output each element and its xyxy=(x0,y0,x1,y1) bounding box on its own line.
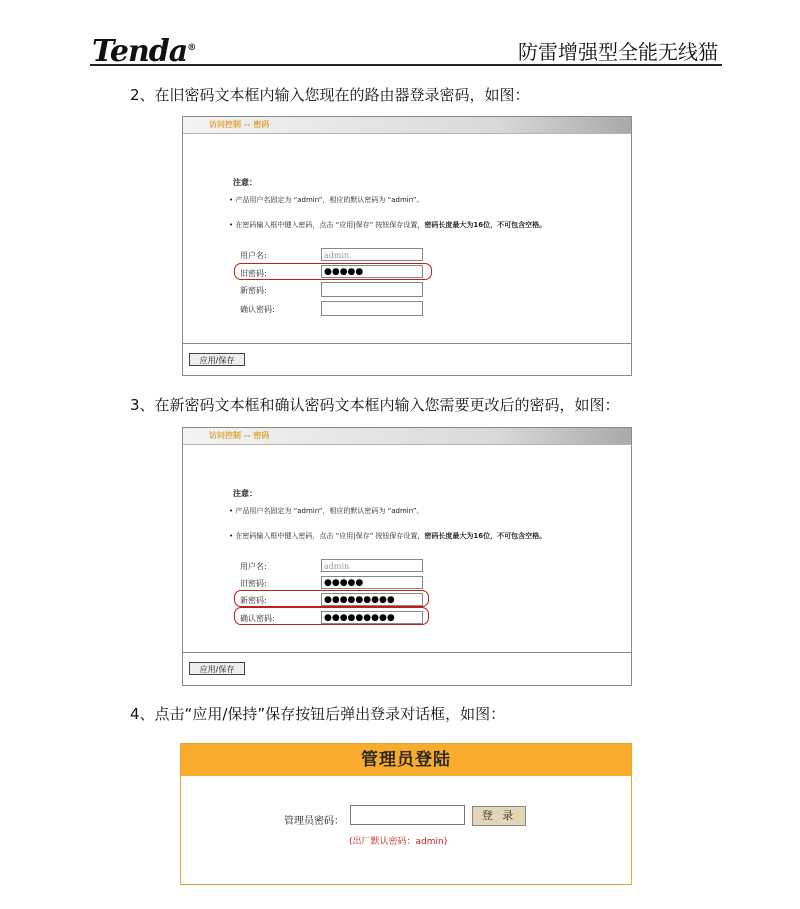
note-bullet-2-text: • 在密码输入框中键入密码，点击 “应用|保存” 按钮保存设置， xyxy=(229,221,425,229)
screenshot-title-bar xyxy=(183,428,631,445)
old-password-field[interactable]: ●●●●● xyxy=(321,576,423,589)
registered-mark: ® xyxy=(187,43,196,53)
screenshot-title-bar xyxy=(183,117,631,134)
screenshot-step-3 xyxy=(182,427,632,686)
logo-text: Tenda xyxy=(92,34,188,69)
confirm-password-field[interactable] xyxy=(321,301,423,316)
note-bullet-1: • 产品用户名固定为 “admin”，相应的默认密码为 “admin”。 xyxy=(229,507,424,515)
note-bullet-2-text: • 在密码输入框中键入密码，点击 “应用|保存” 按钮保存设置， xyxy=(229,532,425,540)
tenda-logo xyxy=(92,34,195,69)
note-bullet-2-bold: 密码长度最大为16位，不可包含空格。 xyxy=(424,221,547,229)
new-password-field[interactable] xyxy=(321,282,423,297)
note-bullet-2-bold: 密码长度最大为16位，不可包含空格。 xyxy=(424,532,547,540)
page-header xyxy=(90,32,722,69)
highlight-confirm-password xyxy=(234,607,429,625)
login-dialog-title: 管理员登陆 xyxy=(181,744,631,776)
apply-save-button[interactable]: 应用/保存 xyxy=(189,662,245,675)
old-password-label: 旧密码: xyxy=(240,579,267,588)
username-label: 用户名: xyxy=(240,562,267,571)
step-3-text: 3、在新密码文本框和确认密码文本框内输入您需要更改后的密码，如图： xyxy=(130,396,620,414)
divider xyxy=(183,652,631,653)
step-2-text: 2、在旧密码文本框内输入您现在的路由器登录密码，如图： xyxy=(130,86,530,104)
note-heading: 注意： xyxy=(233,489,257,498)
default-password-hint: (出厂默认密码：admin) xyxy=(349,837,448,847)
username-field[interactable]: admin xyxy=(321,248,423,261)
screenshot-title: 访问控制 -- 密码 xyxy=(209,431,270,440)
login-button[interactable]: 登 录 xyxy=(472,806,526,826)
highlight-old-password xyxy=(234,263,432,280)
note-bullet-2 xyxy=(229,220,546,230)
note-bullet-2 xyxy=(229,531,546,541)
new-password-field[interactable]: ●●●●●●●●● xyxy=(321,593,423,606)
note-heading: 注意： xyxy=(233,178,257,187)
screenshot-step-2 xyxy=(182,116,632,376)
screenshot-title: 访问控制 -- 密码 xyxy=(209,120,270,129)
divider xyxy=(183,343,631,344)
confirm-password-field[interactable]: ●●●●●●●●● xyxy=(321,611,423,624)
admin-password-label: 管理员密码： xyxy=(284,816,344,827)
confirm-password-label: 确认密码: xyxy=(240,614,275,623)
new-password-label: 新密码: xyxy=(240,286,267,295)
username-field[interactable]: admin xyxy=(321,559,423,572)
username-label: 用户名: xyxy=(240,251,267,260)
admin-password-input[interactable] xyxy=(350,805,465,825)
new-password-label: 新密码: xyxy=(240,596,267,605)
step-4-text: 4、点击“应用/保持”保存按钮后弹出登录对话框，如图： xyxy=(130,705,506,723)
admin-login-dialog xyxy=(180,743,632,885)
old-password-field[interactable]: ●●●●● xyxy=(321,265,423,278)
highlight-new-password xyxy=(234,590,429,607)
apply-save-button[interactable]: 应用/保存 xyxy=(189,353,245,366)
confirm-password-label: 确认密码: xyxy=(240,305,275,314)
document-title: 防雷增强型全能无线猫 xyxy=(518,40,718,64)
old-password-label: 旧密码: xyxy=(240,269,267,278)
note-bullet-1: • 产品用户名固定为 “admin”，相应的默认密码为 “admin”。 xyxy=(229,196,424,204)
